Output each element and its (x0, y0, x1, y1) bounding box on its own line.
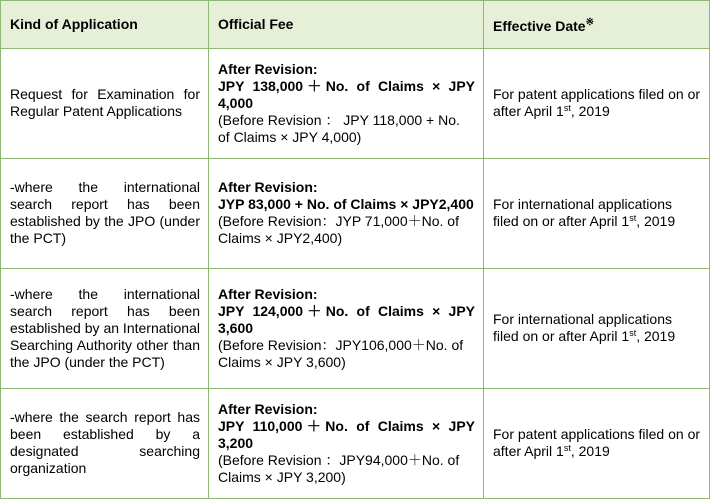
date-sup: st (629, 328, 637, 338)
fee-after-body: JPY 110,000＋No. of Claims × JPY 3,200 (218, 417, 475, 451)
header-date-note: ※ (585, 17, 594, 28)
fee-before: (Before Revision ： JPY 118,000 + No. of Claims × JPY 4,000) (218, 111, 460, 145)
fee-after-body: JPY 124,000＋No. of Claims × JPY 3,600 (218, 302, 475, 336)
date-text: For international applications filed on or after April 1 (493, 196, 672, 229)
date-year: , 2019 (636, 213, 676, 229)
table-row (1, 389, 710, 499)
header-date (484, 1, 710, 49)
fee-cell (209, 159, 484, 269)
fee-after-body: JPY 138,000＋No. of Claims × JPY 4,000 (218, 77, 475, 111)
header-date-label: Effective Date (493, 18, 586, 34)
date-text: For patent applications filed on or after April 1 (493, 86, 701, 119)
date-sup: st (563, 103, 571, 113)
table-row (1, 269, 710, 389)
fee-cell (209, 389, 484, 499)
kind-cell: -where the search report has been established by a designated searching organization (1, 389, 209, 499)
date-year: , 2019 (570, 103, 610, 119)
fee-before: (Before Revision ：JPY94,000＋No. of Claims × JPY 3,200) (218, 451, 460, 485)
table-row (1, 49, 710, 159)
kind-cell: Request for Examination for Regular Patent Applications (1, 49, 209, 159)
header-kind: Kind of Application (1, 1, 209, 49)
date-sup: st (563, 443, 571, 453)
kind-cell: -where the international search report has been established by the JPO (under the PCT) (1, 159, 209, 269)
kind-cell: -where the international search report has been established by an International Searching Authority other than the JPO (under the PCT) (1, 269, 209, 389)
fee-after-head: After Revision: (218, 60, 318, 77)
fee-after-head: After Revision: (218, 179, 318, 195)
table-row (1, 159, 710, 269)
header-row (1, 1, 710, 49)
date-cell (484, 159, 710, 269)
header-fee: Official Fee (209, 1, 484, 49)
date-cell (484, 389, 710, 499)
date-year: , 2019 (570, 443, 610, 459)
date-text: For international applications filed on or after April 1 (493, 311, 672, 344)
fee-cell (209, 49, 484, 159)
fee-after-head: After Revision: (218, 400, 318, 417)
fee-before: (Before Revision：JYP 71,000＋No. of Claims × JPY2,400) (218, 213, 459, 246)
date-text: For patent applications filed on or after April 1 (493, 426, 701, 459)
fee-before: (Before Revision：JPY106,000＋No. of Claims × JPY 3,600) (218, 336, 464, 370)
date-year: , 2019 (636, 328, 676, 344)
fee-after-head: After Revision: (218, 285, 318, 302)
fee-after-body: JYP 83,000 + No. of Claims × JPY2,400 (218, 196, 474, 212)
date-cell (484, 49, 710, 159)
date-cell (484, 269, 710, 389)
date-sup: st (629, 213, 637, 223)
fee-cell (209, 269, 484, 389)
